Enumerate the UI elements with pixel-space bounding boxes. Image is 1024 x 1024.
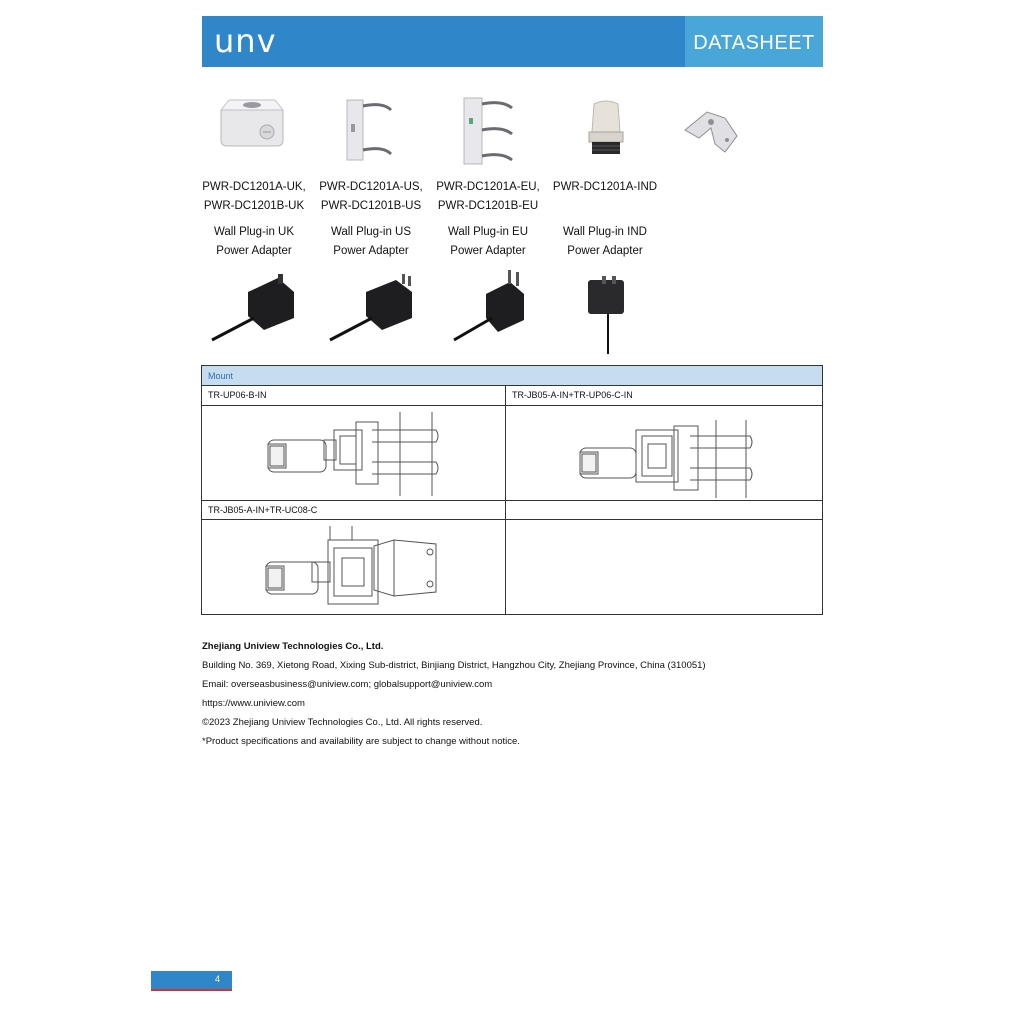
row-divider <box>202 519 822 520</box>
desc-line: Power Adapter <box>216 245 292 257</box>
mount-table <box>201 365 823 615</box>
mount-label-2: TR-JB05-A-IN+TR-UP06-C-IN <box>512 390 633 400</box>
code-line: PWR-DC1201A-EU, <box>436 181 540 193</box>
accessory-code-eu <box>434 178 542 216</box>
datasheet-tag: DATASHEET <box>685 16 823 67</box>
accessory-desc-eu <box>434 223 542 261</box>
us-adapter-icon <box>326 272 418 344</box>
code-line: PWR-DC1201A-US, <box>319 181 423 193</box>
ind-adapter-icon <box>584 274 636 356</box>
desc-line: Wall Plug-in IND <box>563 226 647 238</box>
row-divider <box>202 405 822 406</box>
mount-label-3: TR-JB05-A-IN+TR-UC08-C <box>208 505 318 515</box>
uniview-logo: unv <box>214 22 277 60</box>
pole-mount-illustration <box>260 410 440 498</box>
accessory-desc-uk <box>200 223 308 261</box>
header-banner <box>202 16 823 67</box>
desc-line: Power Adapter <box>333 245 409 257</box>
cable-gland-icon <box>584 98 628 160</box>
company-name: Zhejiang Uniview Technologies Co., Ltd. <box>202 641 384 652</box>
company-address: Building No. 369, Xietong Road, Xixing Sub-district, Binjiang District, Hangzhou City, Zhejiang Province, China (310051) <box>202 660 706 671</box>
code-line: PWR-DC1201A-IND <box>552 181 658 193</box>
page-number: 4 <box>214 974 220 984</box>
pole-mount-2-icon <box>343 98 395 162</box>
company-website[interactable]: https://www.uniview.com <box>202 698 305 709</box>
company-email: Email: overseasbusiness@uniview.com; globalsupport@uniview.com <box>202 679 493 690</box>
accessory-desc-us <box>317 223 425 261</box>
code-line: PWR-DC1201A-UK, <box>202 181 306 193</box>
code-line: PWR-DC1201B-EU <box>437 200 539 212</box>
junction-pole-mount-illustration <box>576 420 756 500</box>
accessory-desc-ind <box>551 223 659 261</box>
desc-line: Power Adapter <box>450 245 526 257</box>
desc-line: Power Adapter <box>567 245 643 257</box>
junction-corner-mount-illustration <box>264 526 444 610</box>
accessory-code-uk <box>200 178 308 216</box>
corner-bracket-icon <box>681 100 741 160</box>
code-line: PWR-DC1201B-US <box>320 200 422 212</box>
accessory-code-ind <box>551 178 659 197</box>
notice: *Product specifications and availability are subject to change without notice. <box>202 736 520 747</box>
accessory-code-us <box>317 178 425 216</box>
eu-adapter-icon <box>452 268 532 344</box>
page-number-tab <box>151 971 232 989</box>
mount-table-header: Mount <box>202 366 822 386</box>
desc-line: Wall Plug-in EU <box>447 226 529 238</box>
page-number-underline <box>151 989 232 991</box>
pole-mount-3-icon <box>460 96 516 166</box>
code-line: PWR-DC1201B-UK <box>203 200 305 212</box>
junction-box-icon <box>215 92 289 154</box>
copyright: ©2023 Zhejiang Uniview Technologies Co., Ltd. All rights reserved. <box>202 717 483 728</box>
mount-label-1: TR-UP06-B-IN <box>208 390 267 400</box>
uk-adapter-icon <box>208 270 300 344</box>
desc-line: Wall Plug-in US <box>330 226 412 238</box>
desc-line: Wall Plug-in UK <box>213 226 295 238</box>
